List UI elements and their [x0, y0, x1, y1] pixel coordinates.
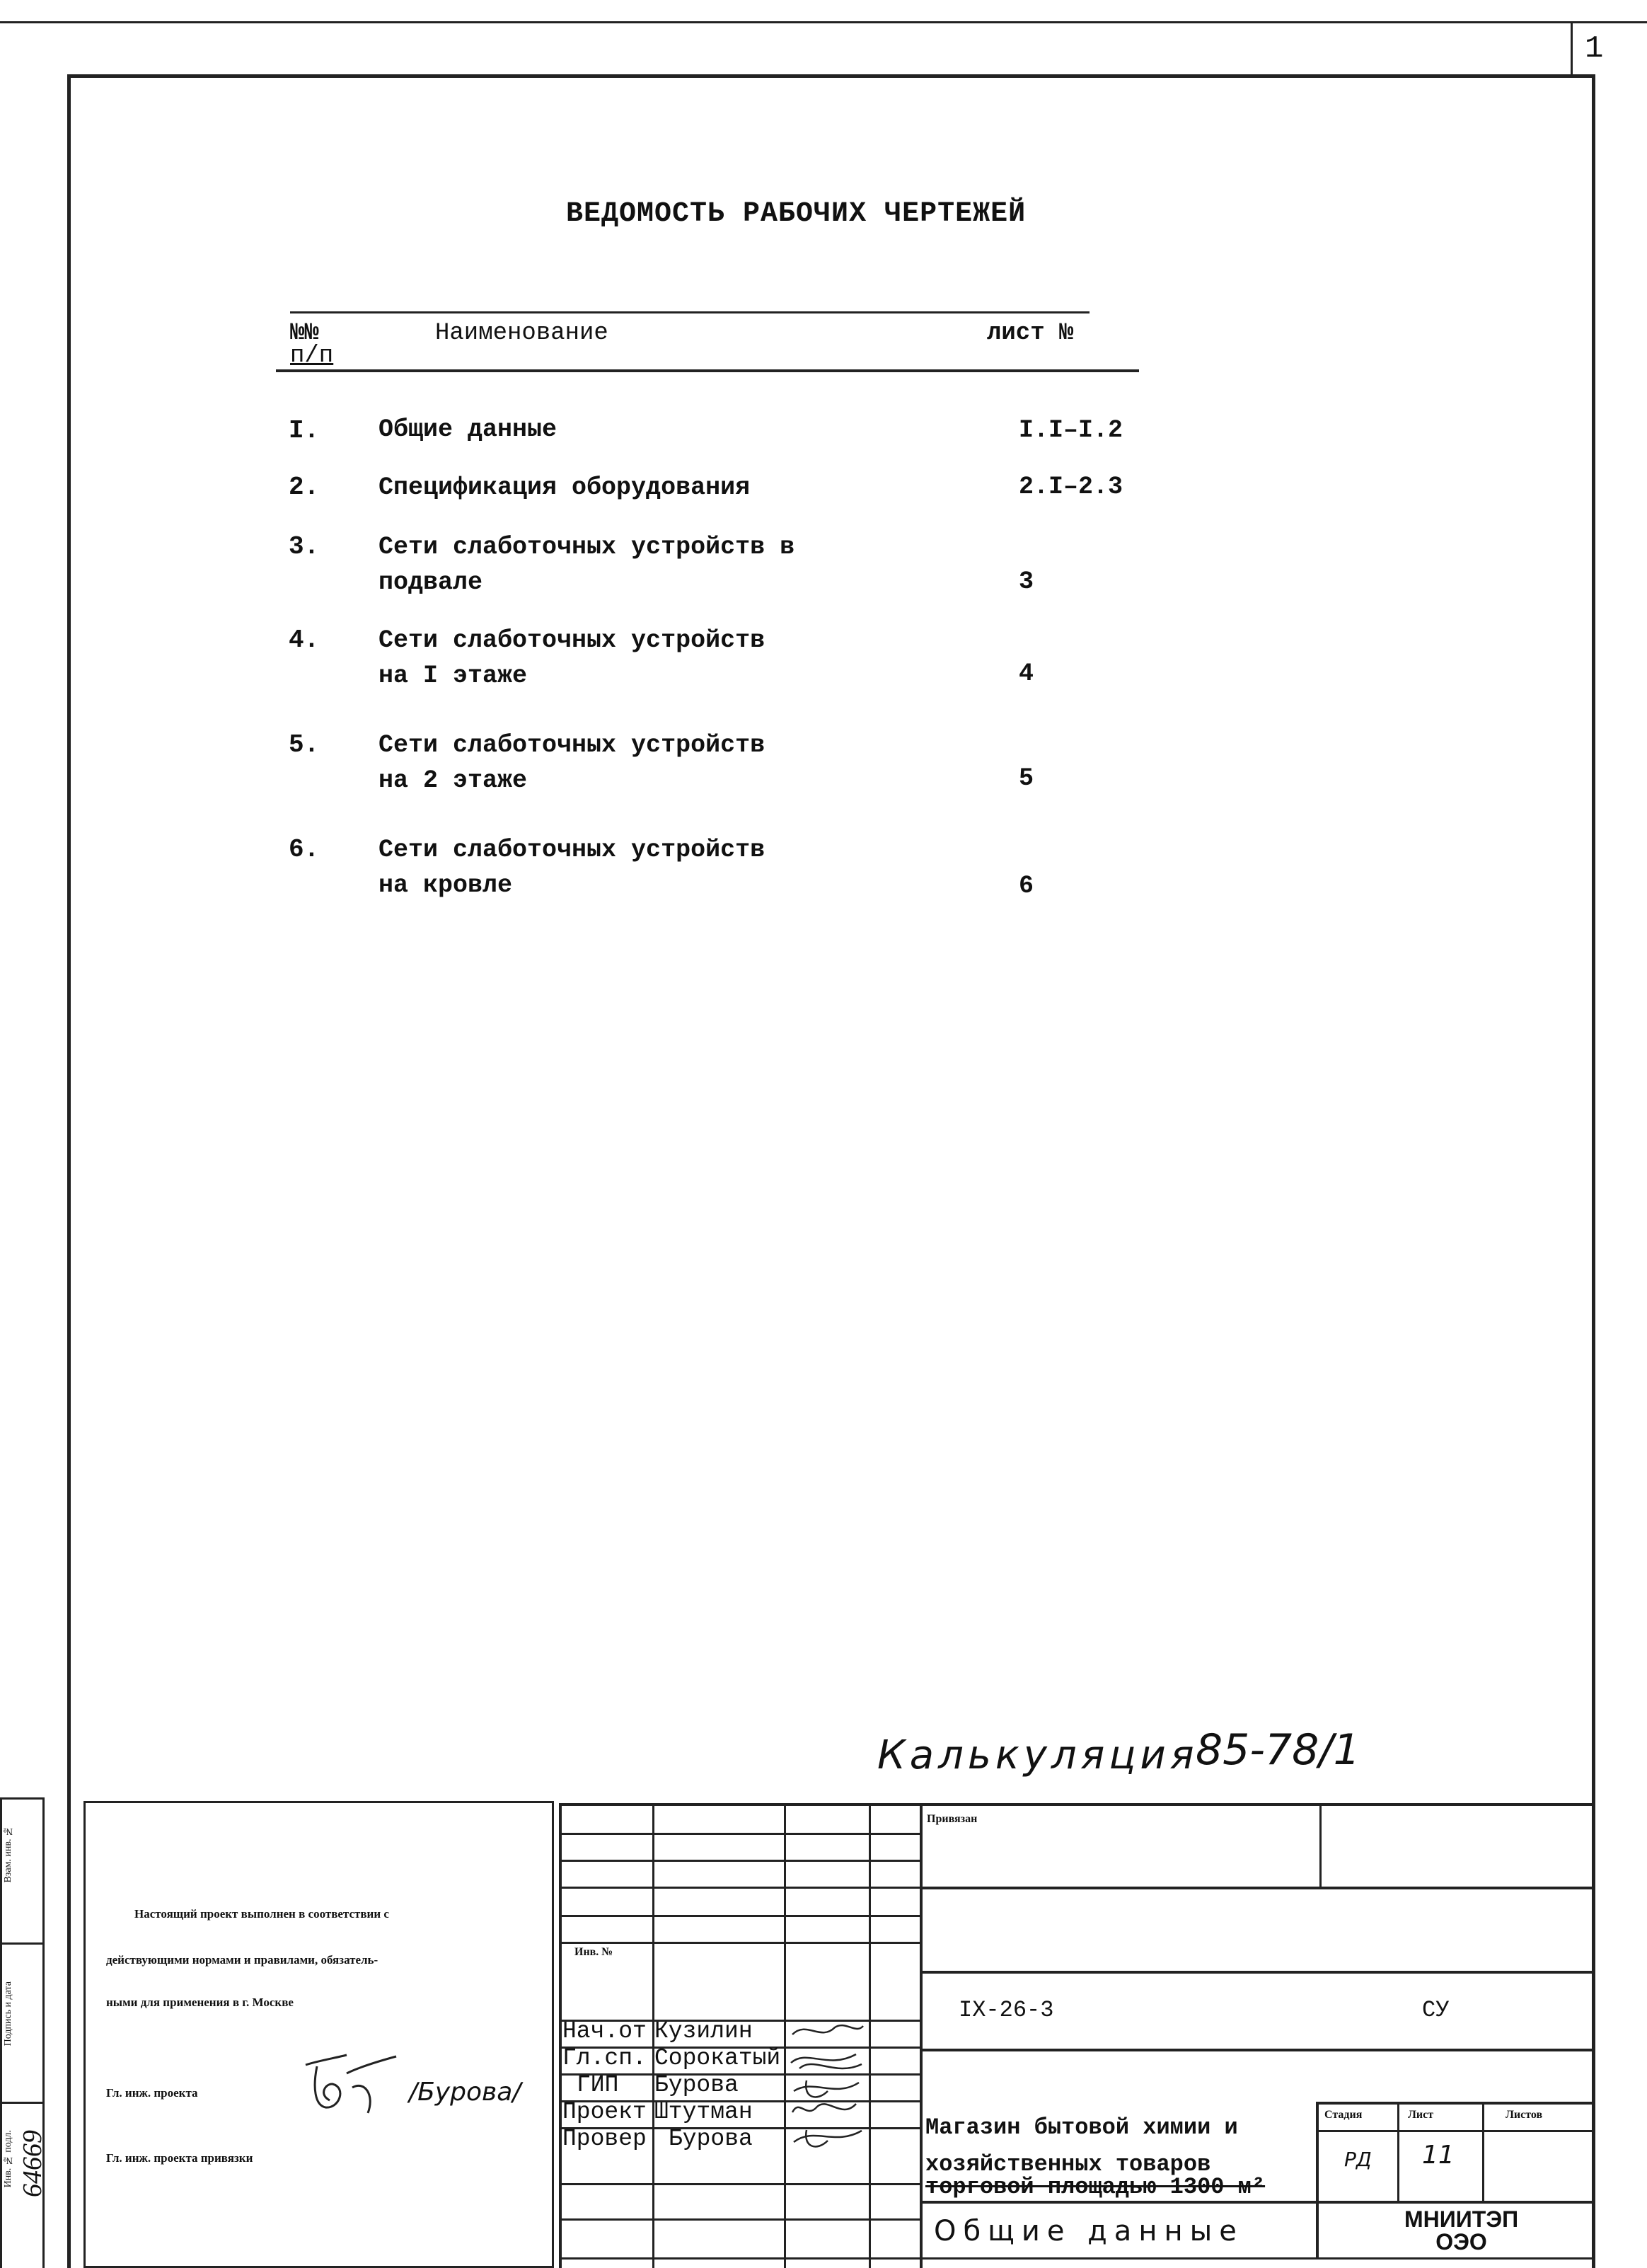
- chief-engineer-signature: [297, 2045, 403, 2123]
- side-orig-number: 64669: [18, 2130, 47, 2197]
- row-name-line1: Сети слаботочных устройств: [378, 731, 765, 759]
- tb-small-row-5: [559, 1942, 920, 1944]
- row-name: [378, 727, 888, 798]
- row-name-line2: на 2 этаже: [378, 766, 528, 795]
- row-number: I.: [289, 416, 320, 445]
- row-sheet: 4: [1019, 660, 1034, 688]
- row-number: 2.: [289, 473, 320, 502]
- side-stamp-divider-2: [0, 2102, 42, 2104]
- tb-signatures: [785, 2013, 869, 2155]
- table-header-bottom-line: [276, 369, 1139, 372]
- tb-org-line1: МНИИТЭП: [1404, 2206, 1519, 2232]
- tb-col-sign: [869, 1803, 871, 2268]
- tb-title-top: [920, 2201, 1592, 2204]
- tb-names: [654, 2018, 780, 2153]
- note-box: [83, 1801, 554, 2268]
- tb-stage-divider: [1397, 2102, 1399, 2201]
- top-edge-line: [0, 21, 1647, 23]
- row-name: [378, 623, 888, 693]
- tb-bottom-line: [559, 2257, 1592, 2260]
- frame-right: [1592, 74, 1595, 2268]
- tb-small-row-4: [559, 1915, 920, 1917]
- tb-organization: [1404, 2208, 1518, 2253]
- tb-binding-label: Привязан: [927, 1813, 978, 1825]
- note-line-2: действующими нормами и правилами, обязатель-: [106, 1953, 378, 1967]
- row-name-line2: подвале: [378, 568, 483, 597]
- header-sheet: лист №: [987, 320, 1074, 347]
- row-sheet: 6: [1019, 872, 1034, 900]
- tb-bottom-row-1: [559, 2183, 920, 2185]
- row-name-line1: Сети слаботочных устройств: [378, 626, 765, 655]
- tb-sheet-label: Лист: [1408, 2109, 1434, 2121]
- tb-left-line: [559, 1803, 562, 2268]
- row-name: [378, 832, 888, 903]
- tb-person: Бурова: [669, 2126, 753, 2152]
- calculation-label: Калькуляция: [877, 1732, 1198, 1778]
- tb-object-line2: хозяйственных товаров: [925, 2151, 1211, 2177]
- header-num: №№: [290, 320, 319, 347]
- side-stamp-left-line: [0, 1797, 2, 2268]
- side-stamp-divider-1: [0, 1942, 42, 1945]
- sheet-corner-number: 1: [1585, 31, 1604, 67]
- row-number: 4.: [289, 626, 320, 655]
- tb-object-line3: торговой площадью 1300 м²: [925, 2174, 1266, 2200]
- tb-role: Гл.сп.: [562, 2045, 647, 2071]
- tb-binding-divider: [1319, 1803, 1322, 1887]
- tb-sheet-divider: [1482, 2102, 1484, 2201]
- row-name-line1: Сети слаботочных устройств: [378, 836, 765, 864]
- tb-person: Сорокатый: [654, 2045, 781, 2071]
- tb-top-line: [559, 1803, 1592, 1806]
- binding-engineer-label: Гл. инж. проекта привязки: [106, 2151, 253, 2165]
- side-stamp-right-line: [42, 1797, 45, 2268]
- chief-engineer-label: Гл. инж. проекта: [106, 2086, 198, 2100]
- header-num-sub: п/п: [290, 342, 334, 369]
- tb-stage-value: РД: [1344, 2148, 1372, 2171]
- chief-engineer-name: /Бурова/: [409, 2078, 521, 2107]
- tb-role: ГИП: [577, 2072, 619, 2098]
- row-name: [378, 529, 888, 600]
- tb-code-bottom: [920, 1971, 1592, 1974]
- tb-roles: [562, 2018, 647, 2153]
- tb-small-row-3: [559, 1887, 920, 1889]
- tb-small-row-2: [559, 1860, 920, 1862]
- tb-stage-header-bottom: [1316, 2130, 1592, 2132]
- tb-person: Штутман: [654, 2099, 753, 2125]
- frame-left: [67, 74, 71, 2268]
- calculation-number: 85-78/1: [1196, 1725, 1360, 1775]
- row-name: [378, 470, 888, 505]
- tb-stage-left: [1316, 2102, 1319, 2257]
- row-number: 6.: [289, 835, 320, 864]
- row-number: 5.: [289, 730, 320, 759]
- tb-person: Кузилин: [654, 2018, 753, 2044]
- tb-object-line1: Магазин бытовой химии и: [925, 2114, 1238, 2141]
- row-sheet: I.I–I.2: [1019, 416, 1123, 444]
- tb-role: Нач.от: [562, 2018, 647, 2044]
- row-name-line2: на кровле: [378, 871, 513, 899]
- frame-top: [67, 74, 1592, 78]
- tb-org-line2: ОЭО: [1435, 2229, 1487, 2255]
- row-sheet: 5: [1019, 764, 1034, 793]
- tb-stage-top: [1316, 2102, 1592, 2105]
- tb-sheet-value: 11: [1422, 2141, 1455, 2170]
- tb-bottom-row-2: [559, 2218, 920, 2221]
- tb-inv-no-label: Инв. №: [574, 1946, 613, 1958]
- side-orig-label: Инв. № подл.: [3, 2130, 13, 2188]
- corner-box-left: [1571, 21, 1573, 78]
- side-inv-label: Взам. инв. №: [3, 1826, 13, 1883]
- tb-role: Провер: [562, 2126, 647, 2152]
- side-stamp-top-line: [0, 1797, 42, 1800]
- tb-code-top: [920, 1887, 1592, 1889]
- row-name-line1: Спецификация оборудования: [378, 473, 751, 502]
- tb-project-code: IX-26-3: [959, 1997, 1054, 2023]
- tb-object-top: [920, 2049, 1592, 2051]
- header-name: Наименование: [435, 320, 608, 347]
- page-title: ВЕДОМОСТЬ РАБОЧИХ ЧЕРТЕЖЕЙ: [566, 198, 1027, 230]
- tb-sheets-label: Листов: [1506, 2109, 1543, 2121]
- table-header-top-line: [290, 311, 1090, 313]
- tb-col-date: [920, 1803, 923, 2268]
- tb-small-row-1: [559, 1833, 920, 1835]
- note-line-1: Настоящий проект выполнен в соответствии с: [134, 1907, 389, 1921]
- tb-section-code: СУ: [1422, 1997, 1450, 2023]
- tb-role: Проект: [562, 2099, 647, 2125]
- side-sign-label: Подпись и дата: [3, 1981, 13, 2047]
- row-sheet: 2.I–2.3: [1019, 473, 1123, 501]
- tb-stage-label: Стадия: [1324, 2109, 1363, 2121]
- note-line-3: ными для применения в г. Москве: [106, 1996, 294, 2009]
- tb-person: Бурова: [654, 2072, 739, 2098]
- row-name-line1: Общие данные: [378, 415, 557, 444]
- row-number: 3.: [289, 532, 320, 561]
- row-name-line2: на I этаже: [378, 662, 528, 690]
- row-name: [378, 412, 888, 447]
- row-sheet: 3: [1019, 568, 1034, 596]
- row-name-line1: Сети слаботочных устройств в: [378, 533, 795, 561]
- tb-sheet-title: Общие данные: [934, 2215, 1244, 2247]
